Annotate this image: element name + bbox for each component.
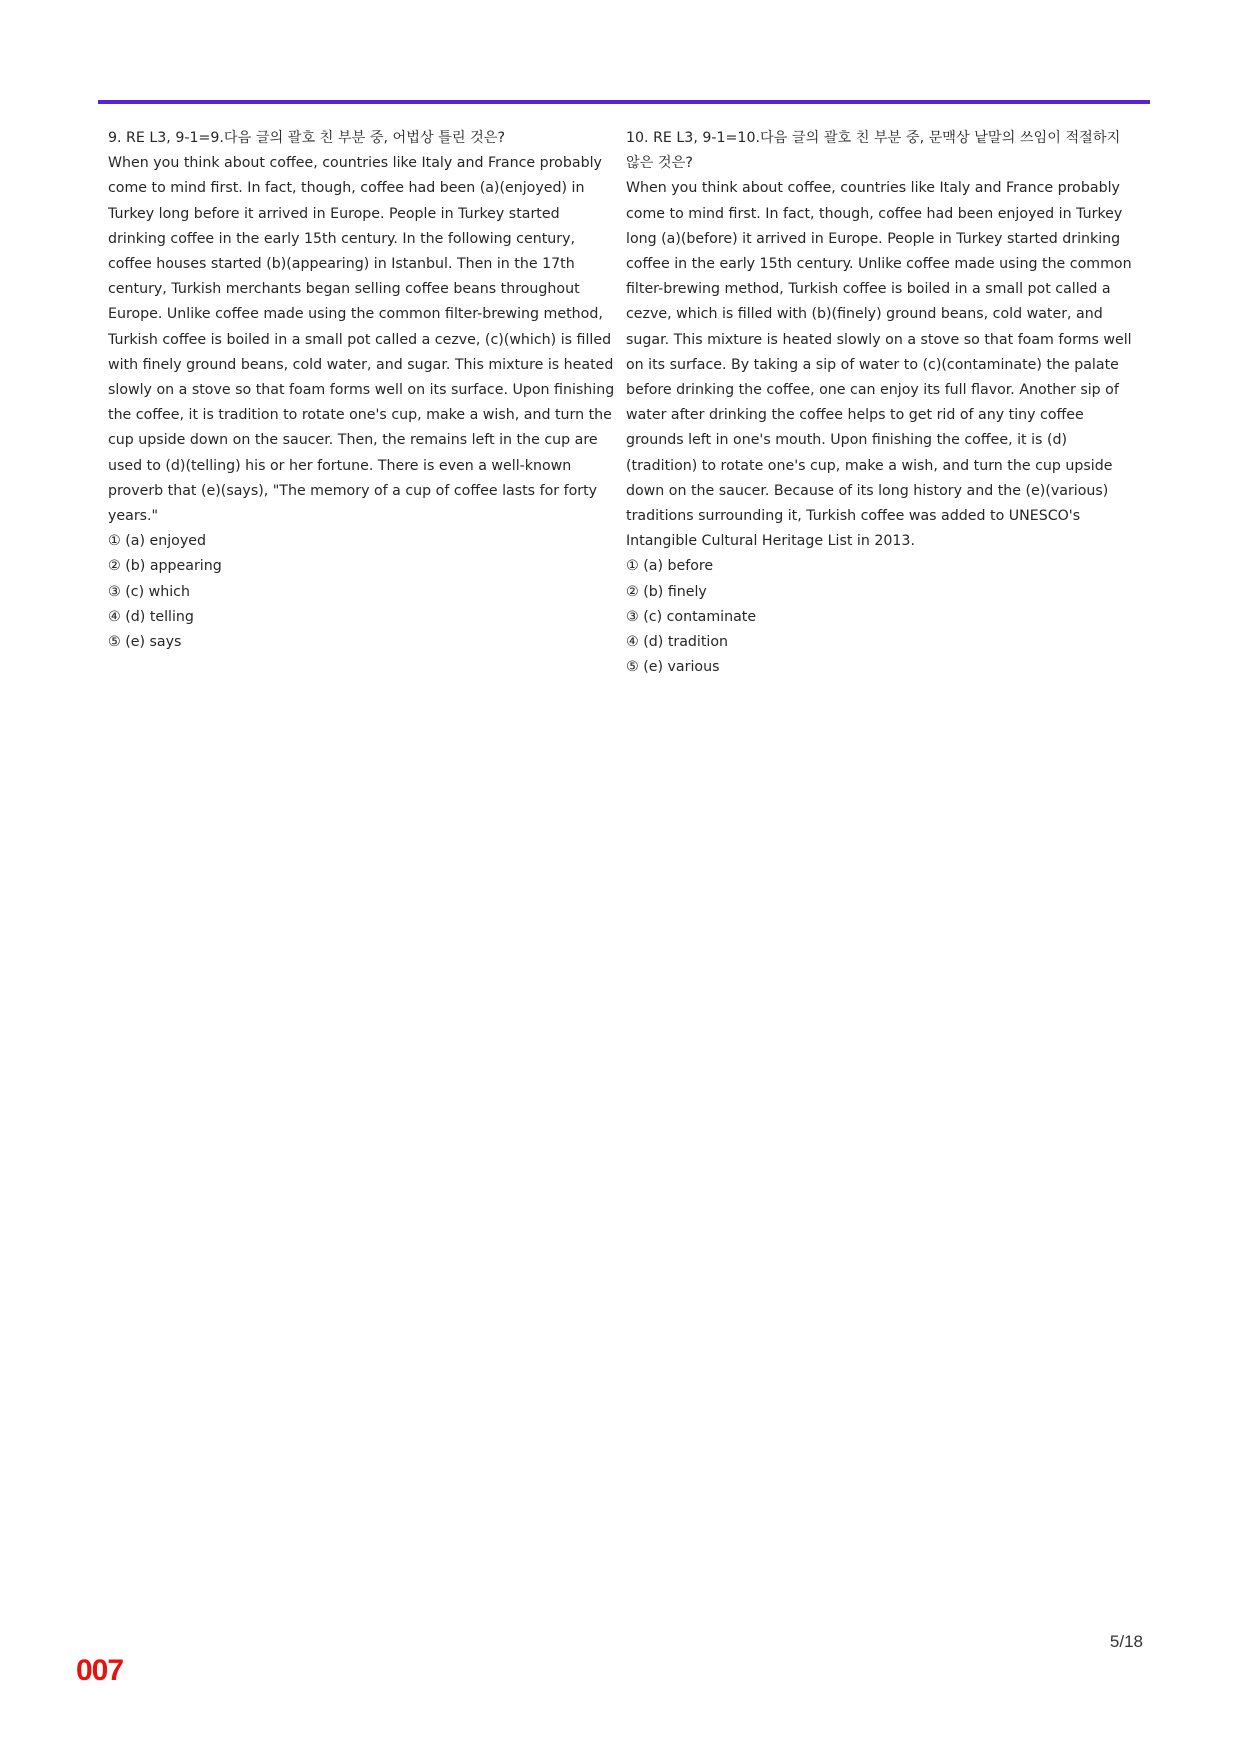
question-passage: When you think about coffee, countries like Italy and France probably come to mind first. In fact, though, coffee had been (a)(enjoyed) in Turkey long before it arrived in Europe. People in Turkey started drinking coffee in the early 15th century. In the following century, coffee houses started (b)(appearing) in Istanbul. Then in the 17th century, Turkish merchants began selling coffee beans throughout Europe. Unlike coffee made using the common filter-brewing method, Turkish coffee is boiled in a small pot called a cezve, (c)(which) is filled with finely ground beans, cold water, and sugar. This mixture is heated slowly on a stove so that foam forms well on its surface. Upon finishing the coffee, it is tradition to rotate one's cup, make a wish, and turn the cup upside down on the saucer. Then, the remains left in the cup are used to (d)(telling) his or her fortune. There is even a well-known proverb that (e)(says), "The memory of a cup of coffee lasts for forty years." (108, 155, 615, 525)
question-passage: When you think about coffee, countries like Italy and France probably come to mind first. In fact, though, coffee had been enjoyed in Turkey long (a)(before) it arrived in Europe. People in Turkey started drinking coffee in the early 15th century. Unlike coffee made using the common filter-brewing method, Turkish coffee is boiled in a small pot called a cezve, which is filled with (b)(finely) ground beans, cold water, and sugar. This mixture is heated slowly on a stove so that foam forms well on its surface. By taking a sip of water to (c)(contaminate) the palate before drinking the coffee, one can enjoy its full flavor. Another sip of water after drinking the coffee helps to get rid of any tiny coffee grounds left in one's mouth. Upon finishing the coffee, it is (d)(tradition) to rotate one's cup, make a wish, and turn the cup upside down on the saucer. Because of its long history and the (e)(various) traditions surrounding it, Turkish coffee was added to UNESCO's Intangible Cultural Heritage List in 2013. (626, 180, 1132, 550)
question-10 (626, 126, 1134, 680)
document-code: 007 (76, 1654, 124, 1687)
answer-choice-1: ① (a) enjoyed (108, 533, 206, 550)
answer-choice-2: ② (b) appearing (108, 558, 222, 575)
question-title: 10. RE L3, 9-1=10.다음 글의 괄호 친 부분 중, 문맥상 낱말의 쓰임이 적절하지 않은 것은? (626, 130, 1121, 172)
answer-choice-3: ③ (c) contaminate (626, 608, 757, 625)
question-title: 9. RE L3, 9-1=9.다음 글의 괄호 친 부분 중, 어법상 틀린 것은? (108, 130, 506, 146)
answer-choice-1: ① (a) before (626, 558, 714, 575)
question-9 (108, 126, 615, 655)
page-number: 5/18 (1109, 1632, 1143, 1651)
answer-choice-5: ⑤ (e) says (108, 634, 182, 651)
answer-choice-2: ② (b) finely (626, 583, 707, 600)
answer-choice-4: ④ (d) tradition (626, 634, 729, 651)
answer-choice-4: ④ (d) telling (108, 608, 194, 625)
answer-choices (626, 554, 1134, 680)
answer-choice-5: ⑤ (e) various (626, 659, 720, 676)
answer-choices (108, 529, 615, 655)
top-rule (98, 100, 1150, 104)
answer-choice-3: ③ (c) which (108, 583, 190, 600)
